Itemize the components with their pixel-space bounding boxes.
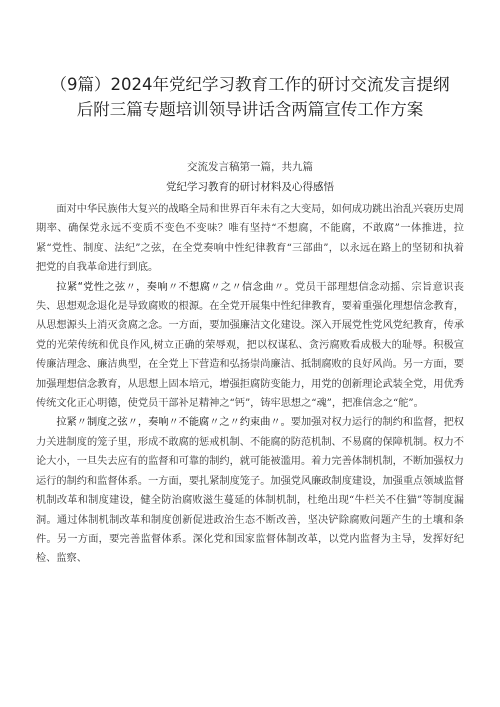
title-line-2: 后附三篇专题培训领导讲话含两篇宣传工作方案 — [76, 100, 424, 119]
title-line-1: （9篇）2024年党纪学习教育工作的研讨交流发言提纲 — [50, 75, 450, 94]
paragraph-text: 面对中华民族伟大复兴的战略全局和世界百年未有之大变局，如何成功跳出治乱兴衰历史周期率、确保党永远不变质不变色不变味？唯有坚持“不想腐，不能腐，不敢腐”一体推进，拉紧“党性、制度、法纪”之弦，在全党奏响中性纪律教育“三部曲”，以永远在路上的坚韧和执着把党的自我革命进行到底。 — [36, 204, 464, 274]
document-body — [36, 200, 464, 569]
document-title — [36, 0, 464, 122]
document-subtitle: 交流发言稿第一篇，共九篇 — [187, 161, 313, 173]
paragraph-text: 党员干部理想信念动摇、宗旨意识丧失、思想观念退化是导致腐败的根源。在全党开展集中性纪律教育，要着重强化理想信念教育，从思想源头上消灭贪腐之念。一方面，要加强廉洁文化建设。深入开展党性党风党纪教育，传承党的光荣传统和优良作风,树立正确的荣辱观，把以权谋私、贪污腐败看成极大的耻辱。积极宣传廉洁理念、廉洁典型，在全党上下营造和弘扬崇尚廉洁、抵制腐败的良好风尚。另一方面，要加强理想信念教育，从思想上固本培元，增强拒腐防变能力，用党的创新理论武装全党，用优秀传统文化正心明德，使党员干部补足精神之“钙”，铸牢思想之“魂”，把准信念之“舵”。 — [36, 281, 464, 410]
paragraph-lead: 拉紧〃制度之弦〃，奏响〃不能腐〃之〃约束曲〃。 — [56, 417, 291, 429]
paragraph-lead: 拉紧“党性之弦〃，奏响〃不想腐〃之〃信念曲〃。 — [56, 281, 295, 293]
paragraph-2 — [36, 278, 464, 414]
section-title: 党纪学习教育的研讨材料及心得感悟 — [166, 181, 334, 193]
paragraph-text: 要加强对权力运行的制约和监督，把权力关进制度的笼子里，形成不敢腐的惩戒机制、不能腐的防范机制、不易腐的保障机制。权力不论大小，一旦失去应有的监督和可靠的制约，就可能被滥用。着力完善体制机制，不断加强权力运行的制约和监督体系。一方面，要扎紧制度笼子。加强党风廉政制度建设，加强重点领域监督机制改革和制度建设，健全防治腐败滋生蔓延的体制机制，杜绝出现“牛栏关不住猫”等制度漏洞。通过体制机制改革和制度创新促进政治生态不断改善，坚决铲除腐败问题产生的土壤和条件。另一方面，要完善监督体系。深化党和国家监督体制改革，以党内监督为主导，发挥好纪检、监察、 — [36, 417, 464, 565]
paragraph-1 — [36, 200, 464, 278]
paragraph-3 — [36, 413, 464, 568]
